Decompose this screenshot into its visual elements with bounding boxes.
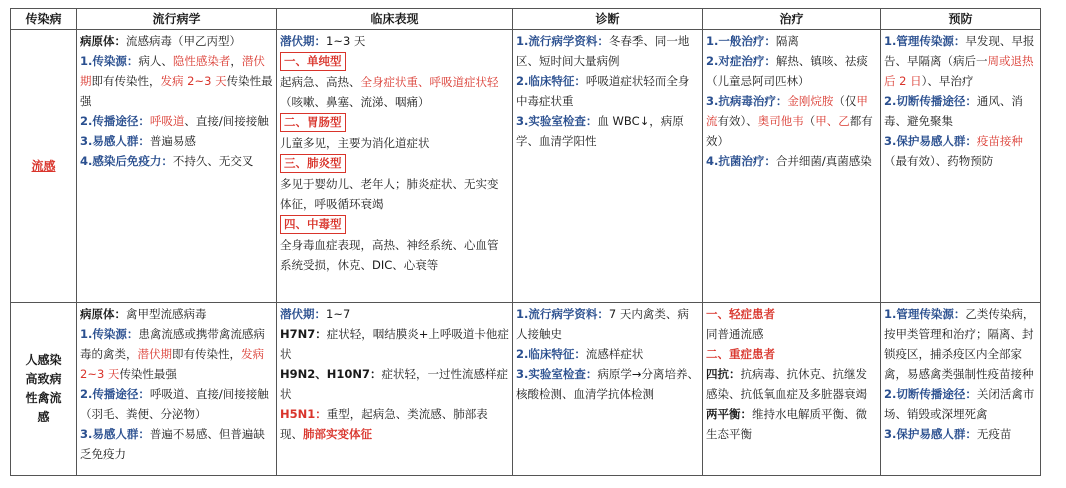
- treat-text: （: [803, 114, 816, 128]
- diag-clinical-label: 2.临床特征：: [516, 74, 586, 88]
- immunity-label: 4.感染后免疫力：: [80, 154, 173, 168]
- treat-general-label: 1.一般治疗：: [706, 34, 776, 48]
- clinical-text: 起病急、高热、: [280, 75, 361, 89]
- treat-highlight: 甲、乙: [815, 114, 850, 128]
- subtype-label: H7N7：: [280, 327, 327, 341]
- source-text: 传染性最强: [119, 367, 177, 381]
- source-text: 病人、: [138, 54, 173, 68]
- diag-lab-label: 3.实验室检查：: [516, 367, 598, 381]
- type-box-pneumonia: 三、肺炎型: [280, 154, 346, 173]
- treat-antibacterial-text: 合并细菌/真菌感染: [775, 154, 872, 168]
- disease-name-line: 人感染: [25, 353, 62, 367]
- treat-two-text: 维持水电解质平衡、微生态平衡: [706, 407, 867, 441]
- diag-clinical-label: 2.临床特征：: [516, 347, 586, 361]
- treat-mild-text: 同普通流感: [706, 327, 764, 341]
- subtype-text: 症状轻，咽结膜炎+上呼吸道卡他症状: [280, 327, 509, 361]
- diag-lab-text: 血 WBC↓，病原学、血清学阳性: [516, 114, 684, 148]
- route-label: 2.传播途径：: [80, 114, 150, 128]
- subtype-highlight: 肺部实变体征: [303, 427, 372, 441]
- population-label: 3.易感人群：: [80, 427, 150, 441]
- source-text: 即有传染性，: [172, 347, 241, 361]
- table-row-influenza: [11, 30, 1041, 303]
- route-label: 2.传播途径：: [80, 387, 150, 401]
- treat-four-text: 抗病毒、抗休克、抗继发感染、抗低氧血症及多脏器衰竭: [706, 367, 867, 401]
- route-text: 、直接/间接接触: [184, 114, 269, 128]
- epi-cell-influenza: [77, 30, 277, 303]
- subtype-text: 症状轻，一过性流感样症状: [280, 367, 509, 401]
- pathogen-value: 禽甲型流感病毒: [126, 307, 207, 321]
- treat-general-text: 隔离: [775, 34, 799, 48]
- header-clinical: 临床表现: [277, 9, 513, 30]
- population-label: 3.易感人群：: [80, 134, 150, 148]
- prev-population-label: 3.保护易感人群：: [884, 427, 977, 441]
- pathogen-label: 病原体：: [80, 34, 126, 48]
- prev-source-highlight: 周或退热后 2 日: [884, 54, 1034, 88]
- pathogen-label: 病原体：: [80, 307, 126, 321]
- source-label: 1.传染源：: [80, 54, 139, 68]
- incubation-label: 潜伏期：: [280, 34, 326, 48]
- header-prevention: 预防: [881, 9, 1041, 30]
- subtype-text: 重型，起病急、类流感、肺部表现、: [280, 407, 488, 441]
- clinical-text: 儿童多见，主要为消化道症状: [280, 136, 430, 150]
- disease-cell-avian-influenza: [11, 303, 77, 476]
- disease-name-line: 感: [37, 410, 50, 424]
- source-highlight: 发病 2~3 天: [160, 74, 227, 88]
- subtype-label: H9N2、H10N7：: [280, 367, 382, 381]
- type-box-simple: 一、单纯型: [280, 52, 346, 71]
- population-text: 普遍不易感、但普遍缺乏免疫力: [80, 427, 265, 461]
- prev-route-text: 关闭活禽市场、销毁或深埋死禽: [884, 387, 1035, 421]
- type-box-gastro: 二、胃肠型: [280, 113, 346, 132]
- clinical-cell-influenza: [277, 30, 513, 303]
- route-text: 呼吸道、直接/间接接触（羽毛、粪便、分泌物）: [80, 387, 269, 421]
- diag-clinical-text: 呼吸道症状轻而全身中毒症状重: [516, 74, 690, 108]
- treat-symptom-text: 解热、镇咳、祛痰（儿童忌阿司匹林）: [706, 54, 868, 88]
- pathogen-value: 流感病毒（甲乙丙型）: [126, 34, 241, 48]
- treat-highlight: 金刚烷胺: [787, 94, 834, 108]
- source-text: 即有传染性，: [91, 74, 161, 88]
- clinical-highlight: 全身症状重、呼吸道症状轻: [360, 75, 499, 89]
- diagnosis-cell-influenza: [513, 30, 703, 303]
- treat-antiviral-label: 3.抗病毒治疗：: [706, 94, 788, 108]
- prev-population-label: 3.保护易感人群：: [884, 134, 977, 148]
- disease-table: [10, 8, 1041, 476]
- table-row-avian-influenza: [11, 303, 1041, 476]
- route-highlight: 呼吸道: [149, 114, 185, 128]
- treat-text: 都有效）: [706, 114, 873, 148]
- source-text: 传染性最强: [80, 74, 273, 108]
- prev-source-label: 1.管理传染源：: [884, 307, 966, 321]
- treat-text: 有效）、: [717, 114, 758, 128]
- prev-route-label: 2.切断传播途径：: [884, 387, 977, 401]
- disease-name-line: 性禽流: [25, 391, 62, 405]
- type-box-toxic: 四、中毒型: [280, 215, 346, 234]
- header-disease: 传染病: [11, 9, 77, 30]
- epi-cell-avian-influenza: [77, 303, 277, 476]
- treat-mild-heading: 一、轻症患者: [706, 307, 775, 321]
- incubation-label: 潜伏期：: [280, 307, 326, 321]
- diag-lab-label: 3.实验室检查：: [516, 114, 598, 128]
- treatment-cell-avian-influenza: [703, 303, 881, 476]
- incubation-value: 1~7: [326, 307, 351, 321]
- population-text: 普遍易感: [149, 134, 196, 148]
- clinical-text: 全身毒血症表现，高热、神经系统、心血管系统受损，休克、DIC、心衰等: [280, 238, 499, 272]
- source-highlight: 潜伏期: [80, 54, 265, 88]
- treat-four-label: 四抗：: [706, 367, 741, 381]
- prev-source-text: ）、早治疗: [921, 74, 974, 88]
- diag-epi-label: 1.流行病学资料：: [516, 307, 609, 321]
- source-text: 患禽流感或携带禽流感病毒的禽类，: [80, 327, 265, 361]
- disease-name-line: 高致病: [25, 372, 62, 386]
- incubation-value: 1~3 天: [326, 34, 366, 48]
- disease-cell-influenza: [11, 30, 77, 303]
- header-row: [11, 9, 1041, 30]
- subtype-label-h5n1: H5N1：: [280, 407, 327, 421]
- source-text: ，: [230, 54, 242, 68]
- treat-highlight: 甲流: [706, 94, 868, 128]
- diag-epi-text: 冬春季、同一地区、短时间大量病例: [516, 34, 690, 68]
- source-label: 1.传染源：: [80, 327, 139, 341]
- prev-population-text: 无疫苗: [976, 427, 1012, 441]
- prev-population-text: （最有效）、药物预防: [884, 154, 994, 168]
- disease-link-influenza[interactable]: 流感: [31, 159, 56, 173]
- prevention-cell-influenza: [881, 30, 1041, 303]
- prev-route-label: 2.切断传播途径：: [884, 94, 977, 108]
- treat-severe-heading: 二、重症患者: [706, 347, 775, 361]
- clinical-cell-avian-influenza: [277, 303, 513, 476]
- treat-text: （仅: [833, 94, 857, 108]
- prev-source-label: 1.管理传染源：: [884, 34, 966, 48]
- diag-lab-text: 病原学→分离培养、核酸检测、血清学抗体检测: [516, 367, 700, 401]
- diagnosis-cell-avian-influenza: [513, 303, 703, 476]
- diag-clinical-text: 流感样症状: [585, 347, 644, 361]
- prevention-cell-avian-influenza: [881, 303, 1041, 476]
- treat-antibacterial-label: 4.抗菌治疗：: [706, 154, 776, 168]
- treat-highlight: 奥司他韦: [757, 114, 804, 128]
- treat-symptom-label: 2.对症治疗：: [706, 54, 776, 68]
- immunity-text: 不持久、无交叉: [172, 154, 254, 168]
- treat-two-label: 两平衡：: [706, 407, 752, 421]
- prev-source-text: 早发现、早报告、早隔离（病后一: [884, 34, 1035, 68]
- clinical-text: 多见于婴幼儿、老年人；肺炎症状、无实变体征，呼吸循环衰竭: [280, 177, 499, 211]
- prev-population-highlight: 疫苗接种: [976, 134, 1023, 148]
- header-treatment: 治疗: [703, 9, 881, 30]
- treatment-cell-influenza: [703, 30, 881, 303]
- diag-epi-text: 7 天内禽类、病人接触史: [516, 307, 689, 341]
- header-diagnosis: 诊断: [513, 9, 703, 30]
- header-epidemiology: 流行病学: [77, 9, 277, 30]
- clinical-text: （咳嗽、鼻塞、流涕、咽痛）: [280, 95, 430, 109]
- prev-route-text: 通风、消毒、避免聚集: [884, 94, 1023, 128]
- source-highlight: 隐性感染者: [172, 54, 231, 68]
- source-highlight: 发病 2~3 天: [80, 347, 264, 381]
- prev-source-text: 乙类传染病，按甲类管理和治疗；隔离、封锁疫区，捕杀疫区内全部家禽，易感禽类强制性疫苗接种: [884, 307, 1035, 381]
- source-highlight: 潜伏期: [137, 347, 172, 361]
- diag-epi-label: 1.流行病学资料：: [516, 34, 609, 48]
